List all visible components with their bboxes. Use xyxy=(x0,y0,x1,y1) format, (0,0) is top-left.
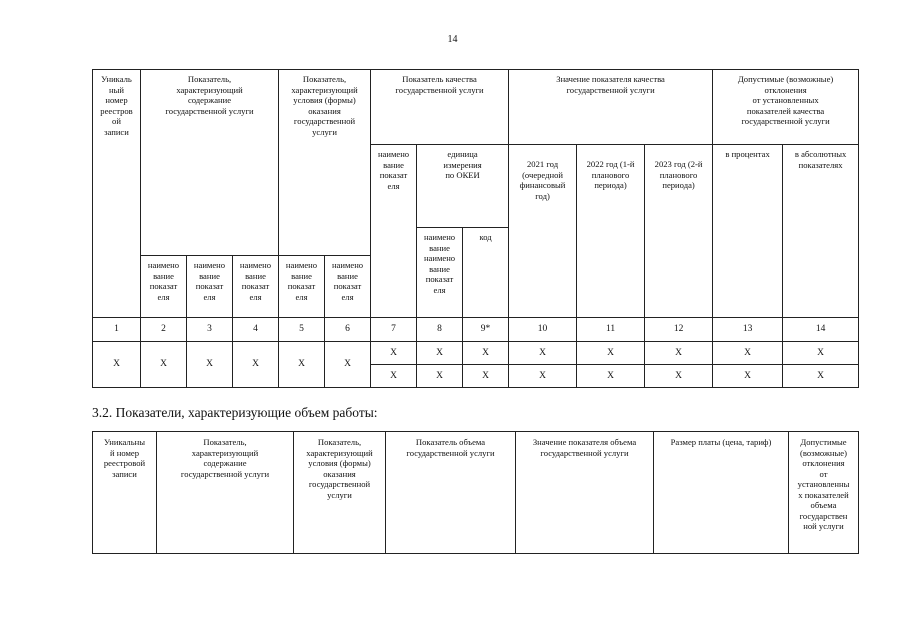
header-text-line: показателях xyxy=(798,159,843,170)
header-text-line: (очередной xyxy=(522,169,564,180)
header-text-line: характеризующий xyxy=(176,84,243,95)
table-cell: Х xyxy=(509,342,577,365)
header-text-line: условия (формы) xyxy=(293,95,356,105)
header-text-line: 2021 год xyxy=(527,159,559,169)
header-okei-unit xyxy=(417,145,509,228)
header-year-2022 xyxy=(577,145,645,318)
header-text-line: содержание xyxy=(203,458,247,468)
table-cell: Х xyxy=(713,342,783,365)
header-text-line: отклонения xyxy=(802,458,845,468)
header-conditions-indicator xyxy=(279,70,371,256)
header-text-line: еля xyxy=(203,291,216,302)
column-number-row xyxy=(93,318,859,342)
header-text-line: ой xyxy=(112,116,121,126)
header-text-line: финансовый xyxy=(519,180,566,190)
header-text-line: единица xyxy=(447,149,478,159)
header-text-line: показателей качества xyxy=(746,105,825,116)
header-year-2021 xyxy=(509,145,577,318)
table-cell: Х xyxy=(371,342,417,365)
table-cell: Х xyxy=(141,342,187,388)
header-text-line: Значение показателя объема xyxy=(532,437,637,447)
header-text-line: от установленных xyxy=(752,95,819,105)
header-text-line: 2022 год (1-й xyxy=(586,159,635,169)
header-text-line: в абсолютных xyxy=(794,149,847,159)
header-text-line: вание xyxy=(153,270,174,281)
table-cell: Х xyxy=(509,365,577,388)
header-text-line: наимено xyxy=(239,260,272,270)
header-text-line: государственной услуги xyxy=(395,84,484,95)
table-cell: Х xyxy=(187,342,233,388)
header-text-line: Допустимые xyxy=(800,437,847,447)
header-text-line: государственной услуги xyxy=(180,468,270,479)
table-cell: Х xyxy=(371,365,417,388)
header-text-line: показат xyxy=(195,281,224,291)
header-text-line: государственной услуги xyxy=(566,84,655,95)
table-row xyxy=(93,342,859,365)
table-cell: Х xyxy=(93,342,141,388)
quality-indicators-table xyxy=(92,69,859,388)
header-sub-name-2 xyxy=(141,256,187,318)
column-number: 10 xyxy=(509,318,577,342)
header-text-line: номер xyxy=(105,95,128,105)
header-text-line: измерения xyxy=(443,159,482,170)
table-cell: Х xyxy=(463,365,509,388)
header-text-line: объема xyxy=(810,500,837,510)
header-text-line: показат xyxy=(287,281,316,291)
header-text-line: вание xyxy=(199,270,220,281)
header-text-line: Показатель, xyxy=(203,437,247,447)
header-text-line: вание xyxy=(383,159,404,170)
header-text-line: еля xyxy=(341,291,354,302)
header-text-line: содержание xyxy=(187,95,232,105)
header-text-line: еля xyxy=(433,284,446,295)
header-text-line: наимено xyxy=(147,260,180,270)
header-text-line: записи xyxy=(104,126,129,137)
table-cell: Х xyxy=(645,365,713,388)
header-text-line: вание xyxy=(245,270,266,281)
header-text-line: Уникаль xyxy=(101,74,132,84)
header-text-line: периода) xyxy=(662,180,695,190)
header-text-line: показат xyxy=(379,170,408,180)
column-number: 7 xyxy=(371,318,417,342)
header-percent: в процентах xyxy=(713,145,783,318)
header-quality-value xyxy=(509,70,713,145)
header-year-2023 xyxy=(645,145,713,318)
header-text-line: еля xyxy=(249,291,262,302)
header-text-line: планового xyxy=(659,169,698,180)
column-number: 6 xyxy=(325,318,371,342)
header-sub-name-6 xyxy=(325,256,371,318)
header-conditions-indicator xyxy=(294,432,386,554)
header-unique-record-number xyxy=(93,70,141,318)
header-text-line: 2023 год (2-й xyxy=(654,159,703,169)
header-text-line: реестровой xyxy=(103,458,146,468)
header-text-line: условия (формы) xyxy=(308,458,371,468)
column-number: 8 xyxy=(417,318,463,342)
table-cell: Х xyxy=(577,365,645,388)
header-text-line: Показатель, xyxy=(187,74,232,84)
header-content-indicator xyxy=(141,70,279,256)
header-text-line: Уникальны xyxy=(103,437,146,447)
header-text-line: услуги xyxy=(327,489,352,500)
header-text-line: наимено xyxy=(193,260,226,270)
header-volume-value xyxy=(516,432,654,554)
page-number: 14 xyxy=(447,34,458,45)
header-text-line: наимено xyxy=(331,260,364,270)
header-sub-name-4 xyxy=(233,256,279,318)
header-text-line: показат xyxy=(149,281,178,291)
column-number: 5 xyxy=(279,318,325,342)
header-text-line: государственной услуги xyxy=(741,116,830,126)
header-absolute xyxy=(783,145,859,318)
header-text-line: вание xyxy=(337,270,358,281)
header-text-line: государственной услуги xyxy=(406,447,495,458)
header-text-line: реестров xyxy=(100,105,133,116)
header-text-line: Размер платы (цена, тариф) xyxy=(670,437,772,447)
header-text-line: периода) xyxy=(594,180,627,190)
header-text-line: Показатель, xyxy=(302,74,347,84)
header-text-line: государственной услуги xyxy=(540,447,629,458)
section-heading: 3.2. Показатели, характеризующие объем работы: xyxy=(92,405,378,420)
header-text-line: характеризующий xyxy=(306,447,373,458)
header-sub-name-3 xyxy=(187,256,233,318)
header-text-line: показат xyxy=(241,281,270,291)
header-text-line: Показатель объема xyxy=(415,437,486,447)
header-text-line: (возможные) xyxy=(800,447,847,458)
column-number: 4 xyxy=(233,318,279,342)
table-cell: Х xyxy=(417,365,463,388)
header-unit-code: код xyxy=(463,228,509,318)
table-cell: Х xyxy=(713,365,783,388)
header-text-line: вание xyxy=(429,263,450,274)
header-text-line: по ОКЕИ xyxy=(445,170,480,180)
column-number: 2 xyxy=(141,318,187,342)
header-text-line: Допустимые (возможные) xyxy=(737,74,834,84)
header-text-line: отклонения xyxy=(764,84,807,95)
header-volume-indicator xyxy=(386,432,516,554)
header-text-line: наимено xyxy=(285,260,318,270)
table-cell: Х xyxy=(325,342,371,388)
header-text-line: Показатель, xyxy=(317,437,362,447)
header-allowed-deviation xyxy=(713,70,859,145)
header-text-line: ной услуги xyxy=(803,521,844,531)
header-text-line: установленны xyxy=(797,479,850,489)
table-cell: Х xyxy=(279,342,325,388)
header-indicator-name xyxy=(371,145,417,318)
header-text-line: государственной xyxy=(293,116,356,126)
header-text-line: еля xyxy=(295,291,308,302)
header-unique-record-number xyxy=(93,432,157,554)
header-text-line: услуги xyxy=(312,126,337,137)
header-text-line: наимено xyxy=(377,149,410,159)
header-text-line: ный xyxy=(109,84,124,95)
table-cell: Х xyxy=(463,342,509,365)
header-text-line: показат xyxy=(425,274,454,284)
header-text-line: планового xyxy=(591,169,630,180)
volume-indicators-table xyxy=(92,431,859,554)
header-text-line: оказания xyxy=(308,105,341,116)
header-text-line: еля xyxy=(387,180,400,191)
header-text-line: характеризующий xyxy=(291,84,358,95)
header-text-line: Показатель качества xyxy=(402,74,477,84)
header-text-line: от xyxy=(819,468,828,479)
table-cell: Х xyxy=(233,342,279,388)
header-content-indicator xyxy=(157,432,294,554)
header-fee-size xyxy=(654,432,789,554)
header-sub-name-5 xyxy=(279,256,325,318)
table-cell: Х xyxy=(783,365,859,388)
header-text-line: еля xyxy=(157,291,170,302)
column-number: 14 xyxy=(783,318,859,342)
header-text-line: й номер xyxy=(109,447,140,458)
table-cell: Х xyxy=(577,342,645,365)
header-text-line: наимено xyxy=(423,232,456,242)
header-text-line: год) xyxy=(535,190,550,201)
column-number: 1 xyxy=(93,318,141,342)
header-text-line: оказания xyxy=(323,468,356,479)
header-text-line: х показателей xyxy=(798,489,849,500)
header-text-line: вание xyxy=(429,242,450,253)
header-text-line: вание xyxy=(291,270,312,281)
header-allowed-deviation xyxy=(789,432,859,554)
header-text-line: записи xyxy=(112,468,137,479)
column-number: 3 xyxy=(187,318,233,342)
table-cell: Х xyxy=(645,342,713,365)
header-text-line: показат xyxy=(333,281,362,291)
header-quality-indicator xyxy=(371,70,509,145)
table-cell: Х xyxy=(417,342,463,365)
header-text-line: государствен xyxy=(799,510,848,521)
column-number: 13 xyxy=(713,318,783,342)
header-text-line: Значение показателя качества xyxy=(556,74,665,84)
column-number: 12 xyxy=(645,318,713,342)
header-text-line: характеризующий xyxy=(191,447,259,458)
header-text-line: наимено xyxy=(423,253,456,263)
header-text-line: государственной услуги xyxy=(165,105,254,116)
column-number: 9* xyxy=(463,318,509,342)
column-number: 11 xyxy=(577,318,645,342)
table-cell: Х xyxy=(783,342,859,365)
header-text-line: государственной xyxy=(308,479,371,489)
header-unit-name xyxy=(417,228,463,318)
